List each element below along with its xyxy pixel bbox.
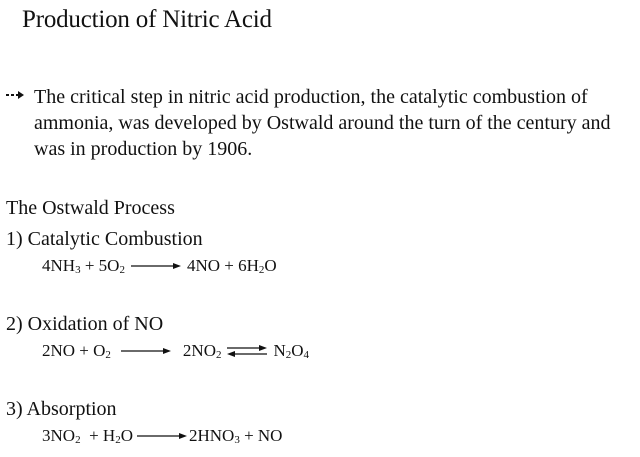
step-3-reactants: $3NO_2 + H_2O$ xyxy=(42,426,133,446)
step-3-heading: 3) Absorption xyxy=(6,398,117,420)
page-title: Production of Nitric Acid xyxy=(22,6,272,33)
step-2-equation xyxy=(42,341,309,361)
step-2-products: $2NO_2$ xyxy=(182,341,222,361)
equilibrium-arrow-icon xyxy=(227,344,267,358)
step-3-equation xyxy=(42,426,282,446)
step-2-reactants: $2NO + O_2$ xyxy=(42,341,111,361)
reaction-arrow-icon xyxy=(121,346,171,356)
reaction-arrow-icon xyxy=(131,261,181,271)
step-1-heading: 1) Catalytic Combustion xyxy=(6,228,203,250)
step-3-products: $2HNO_3$ + NO xyxy=(188,426,283,446)
step-2-heading: 2) Oxidation of NO xyxy=(6,313,164,335)
step-1-products: $4NO + 6H_2O$ xyxy=(186,256,277,276)
reaction-arrow-icon xyxy=(137,431,187,441)
bullet-text: The critical step in nitric acid production, the catalytic combustion of ammonia, was developed by Ostwald around the turn of the century and was in production by 1906. xyxy=(34,86,611,160)
step-2-equilibrium-product: $N_2O_4$ xyxy=(273,341,310,361)
ostwald-heading: The Ostwald Process xyxy=(6,197,175,219)
step-1-reactants: $4NH_3 + 5O_2$ xyxy=(42,256,125,276)
step-1-equation xyxy=(42,256,277,276)
arrow-bullet-icon xyxy=(6,90,24,100)
